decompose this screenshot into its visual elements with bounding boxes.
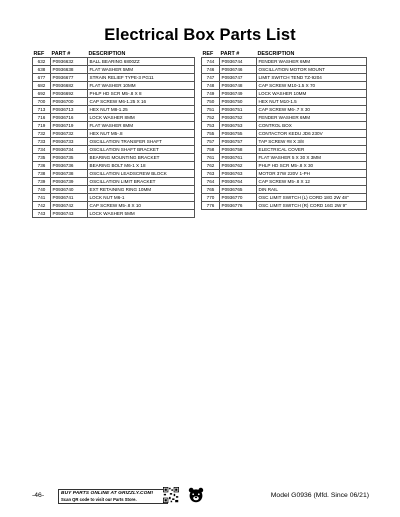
table-row	[202, 66, 367, 74]
ref-cell: 735	[33, 154, 51, 162]
description-cell: FLAT WASHER 10MM	[88, 82, 195, 90]
part-number-cell: P0936719	[51, 122, 88, 130]
part-number-cell: P0936744	[220, 58, 257, 66]
table-row	[202, 194, 367, 202]
ref-cell: 765	[202, 186, 220, 194]
part-number-cell: P0936638	[51, 66, 88, 74]
description-cell: CAP SCREW M10-1.5 X 70	[257, 82, 367, 90]
description-cell: OSCILLATION LIMIT BRACKET	[88, 178, 195, 186]
table-row	[33, 170, 195, 178]
ref-cell: 740	[33, 186, 51, 194]
ref-cell: 761	[202, 154, 220, 162]
table-row	[202, 202, 367, 210]
part-number-cell: P0936732	[51, 130, 88, 138]
ref-cell: 638	[33, 66, 51, 74]
col-part: PART #	[51, 51, 71, 57]
description-cell: LOCK WASHER 8MM	[88, 114, 195, 122]
col-part: PART #	[220, 51, 240, 57]
part-number-cell: P0936739	[51, 178, 88, 186]
ref-cell: 747	[202, 74, 220, 82]
description-cell: LOCK NUT M6-1	[88, 194, 195, 202]
part-number-cell: P0936743	[51, 210, 88, 218]
part-number-cell: P0936749	[220, 90, 257, 98]
col-desc: DESCRIPTION	[88, 51, 126, 57]
description-cell: CONTROL BOX	[257, 122, 367, 130]
description-cell: MOTOR 37W 220V 1-PH	[257, 170, 367, 178]
description-cell: FENDER WASHER 6MM	[257, 58, 367, 66]
ref-cell: 751	[202, 106, 220, 114]
ref-cell: 764	[202, 178, 220, 186]
table-row	[33, 90, 195, 98]
table-row	[33, 154, 195, 162]
part-number-cell: P0936733	[51, 138, 88, 146]
promo-subtext: Scan QR code to visit our Parts Store.	[61, 497, 137, 502]
part-number-cell: P0936742	[51, 202, 88, 210]
ref-cell: 692	[33, 90, 51, 98]
part-number-cell: P0936682	[51, 82, 88, 90]
ref-cell: 770	[202, 194, 220, 202]
col-desc: DESCRIPTION	[257, 51, 295, 57]
ref-cell: 677	[33, 74, 51, 82]
ref-cell: 743	[33, 210, 51, 218]
ref-cell: 744	[202, 58, 220, 66]
part-number-cell: P0936713	[51, 106, 88, 114]
ref-cell: 749	[202, 90, 220, 98]
table-row	[33, 194, 195, 202]
description-cell: FLAT WASHER 5 X 30 X 3MM	[257, 154, 367, 162]
table-row	[33, 130, 195, 138]
col-ref: REF	[202, 51, 214, 57]
part-number-cell: P0936762	[220, 162, 257, 170]
ref-cell: 746	[202, 66, 220, 74]
part-number-cell: P0936757	[220, 138, 257, 146]
ref-cell: 738	[33, 170, 51, 178]
table-row	[33, 58, 195, 66]
ref-cell: 739	[33, 178, 51, 186]
table-row	[202, 154, 367, 162]
part-number-cell: P0936751	[220, 106, 257, 114]
description-cell: BALL BEARING 6800ZZ	[88, 58, 195, 66]
table-row	[33, 74, 195, 82]
part-number-cell: P0936740	[51, 186, 88, 194]
table-row	[202, 82, 367, 90]
description-cell: DIN RAIL	[257, 186, 367, 194]
part-number-cell: P0936735	[51, 154, 88, 162]
ref-cell: 753	[202, 122, 220, 130]
table-row	[33, 122, 195, 130]
ref-cell: 736	[33, 162, 51, 170]
table-row	[202, 90, 367, 98]
part-number-cell: P0936692	[51, 90, 88, 98]
table-row	[202, 162, 367, 170]
table-row	[202, 170, 367, 178]
ref-cell: 758	[202, 146, 220, 154]
description-cell: HEX NUT M5-.8	[88, 130, 195, 138]
table-row	[33, 98, 195, 106]
description-cell: STRAIN RELIEF TYPE-3 PG11	[88, 74, 195, 82]
table-row	[202, 74, 367, 82]
description-cell: FLAT WASHER 8MM	[88, 122, 195, 130]
part-number-cell: P0936738	[51, 170, 88, 178]
table-row	[33, 114, 195, 122]
ref-cell: 732	[33, 130, 51, 138]
part-number-cell: P0936764	[220, 178, 257, 186]
part-number-cell: P0936677	[51, 74, 88, 82]
ref-cell: 719	[33, 122, 51, 130]
table-row	[33, 146, 195, 154]
description-cell: ELECTRICAL COVER	[257, 146, 367, 154]
description-cell: OSCILLATION MOTOR MOUNT	[257, 66, 367, 74]
part-number-cell: P0936763	[220, 170, 257, 178]
part-number-cell: P0936770	[220, 194, 257, 202]
description-cell: CAP SCREW M6-.7 X 30	[257, 106, 367, 114]
table-row	[202, 138, 367, 146]
ref-cell: 763	[202, 170, 220, 178]
description-cell: EXT RETAINING RING 10MM	[88, 186, 195, 194]
part-number-cell: P0936755	[220, 130, 257, 138]
ref-cell: 741	[33, 194, 51, 202]
ref-cell: 700	[33, 98, 51, 106]
parts-table-left	[32, 50, 195, 218]
ref-cell: 776	[202, 202, 220, 210]
description-cell: OSC LIMIT SWITCH (R) CORD 16G 2W 9"	[257, 202, 367, 210]
description-cell: BEARING BOLT M6-1 X 18	[88, 162, 195, 170]
ref-cell: 716	[33, 114, 51, 122]
description-cell: HEX NUT M10-1.5	[257, 98, 367, 106]
part-number-cell: P0936700	[51, 98, 88, 106]
table-row	[202, 178, 367, 186]
grizzly-bear-logo-icon	[188, 487, 204, 503]
part-number-cell: P0936746	[220, 66, 257, 74]
description-cell: OSCILLATION SHAFT BRACKET	[88, 146, 195, 154]
description-cell: LOCK WASHER 5MM	[88, 210, 195, 218]
table-row	[202, 122, 367, 130]
table-row	[33, 186, 195, 194]
description-cell: HEX NUT M8-1.25	[88, 106, 195, 114]
promo-headline: BUY PARTS ONLINE AT GRIZZLY.COM!	[61, 491, 154, 496]
part-number-cell: P0936734	[51, 146, 88, 154]
part-number-cell: P0936761	[220, 154, 257, 162]
table-row	[33, 82, 195, 90]
description-cell: OSCILLATION TRANSFER SHAFT	[88, 138, 195, 146]
description-cell: FLAT WASHER 5MM	[88, 66, 195, 74]
ref-cell: 757	[202, 138, 220, 146]
table-row	[202, 186, 367, 194]
ref-cell: 748	[202, 82, 220, 90]
table-row	[33, 162, 195, 170]
part-number-cell: P0936753	[220, 122, 257, 130]
part-number-cell: P0936752	[220, 114, 257, 122]
table-row	[33, 106, 195, 114]
qr-code-icon[interactable]	[163, 487, 179, 503]
page-number: -46-	[32, 492, 45, 499]
description-cell: FENDER WASHER 6MM	[257, 114, 367, 122]
part-number-cell: P0936716	[51, 114, 88, 122]
ref-cell: 742	[33, 202, 51, 210]
table-row	[33, 138, 195, 146]
model-info: Model G0936 (Mfd. Since 06/21)	[270, 492, 369, 499]
ref-cell: 713	[33, 106, 51, 114]
ref-cell: 762	[202, 162, 220, 170]
table-row	[202, 146, 367, 154]
description-cell: CAP SCREW M6-1.25 X 16	[88, 98, 195, 106]
ref-cell: 682	[33, 82, 51, 90]
part-number-cell: P0936748	[220, 82, 257, 90]
description-cell: BEARING MOUNTING BRACKET	[88, 154, 195, 162]
col-ref: REF	[33, 51, 45, 57]
table-row	[202, 98, 367, 106]
ref-cell: 632	[33, 58, 51, 66]
ref-cell: 734	[33, 146, 51, 154]
description-cell: PHLP HD SCR M5-.8 X 8	[88, 90, 195, 98]
page-title: Electrical Box Parts List	[104, 26, 296, 44]
table-row	[33, 202, 195, 210]
table-row	[202, 106, 367, 114]
ref-cell: 733	[33, 138, 51, 146]
parts-promo-box[interactable]	[58, 489, 168, 504]
part-number-cell: P0936776	[220, 202, 257, 210]
description-cell: LOCK WASHER 10MM	[257, 90, 367, 98]
ref-cell: 755	[202, 130, 220, 138]
description-cell: LIMIT SWITCH TEND TZ-9204	[257, 74, 367, 82]
part-number-cell: P0936765	[220, 186, 257, 194]
part-number-cell: P0936741	[51, 194, 88, 202]
description-cell: CAP SCREW M5-.8 X 12	[257, 178, 367, 186]
parts-table-right	[201, 50, 367, 210]
table-row	[202, 130, 367, 138]
table-row	[202, 114, 367, 122]
description-cell: PHLP HD SCR M5-.8 X 30	[257, 162, 367, 170]
part-number-cell: P0936750	[220, 98, 257, 106]
table-row	[202, 58, 367, 66]
part-number-cell: P0936736	[51, 162, 88, 170]
description-cell: CAP SCREW M5-.8 X 10	[88, 202, 195, 210]
ref-cell: 752	[202, 114, 220, 122]
description-cell: OSCILLATION LEADSCREW BLOCK	[88, 170, 195, 178]
part-number-cell: P0936632	[51, 58, 88, 66]
table-row	[33, 178, 195, 186]
description-cell: OSC LIMIT SWITCH (L) CORD 18G 2W 48"	[257, 194, 367, 202]
description-cell: TAP SCREW #8 X 3/8	[257, 138, 367, 146]
table-row	[33, 210, 195, 218]
description-cell: CONTACTOR KEDU JD6 230V	[257, 130, 367, 138]
ref-cell: 750	[202, 98, 220, 106]
table-row	[33, 66, 195, 74]
part-number-cell: P0936758	[220, 146, 257, 154]
part-number-cell: P0936747	[220, 74, 257, 82]
